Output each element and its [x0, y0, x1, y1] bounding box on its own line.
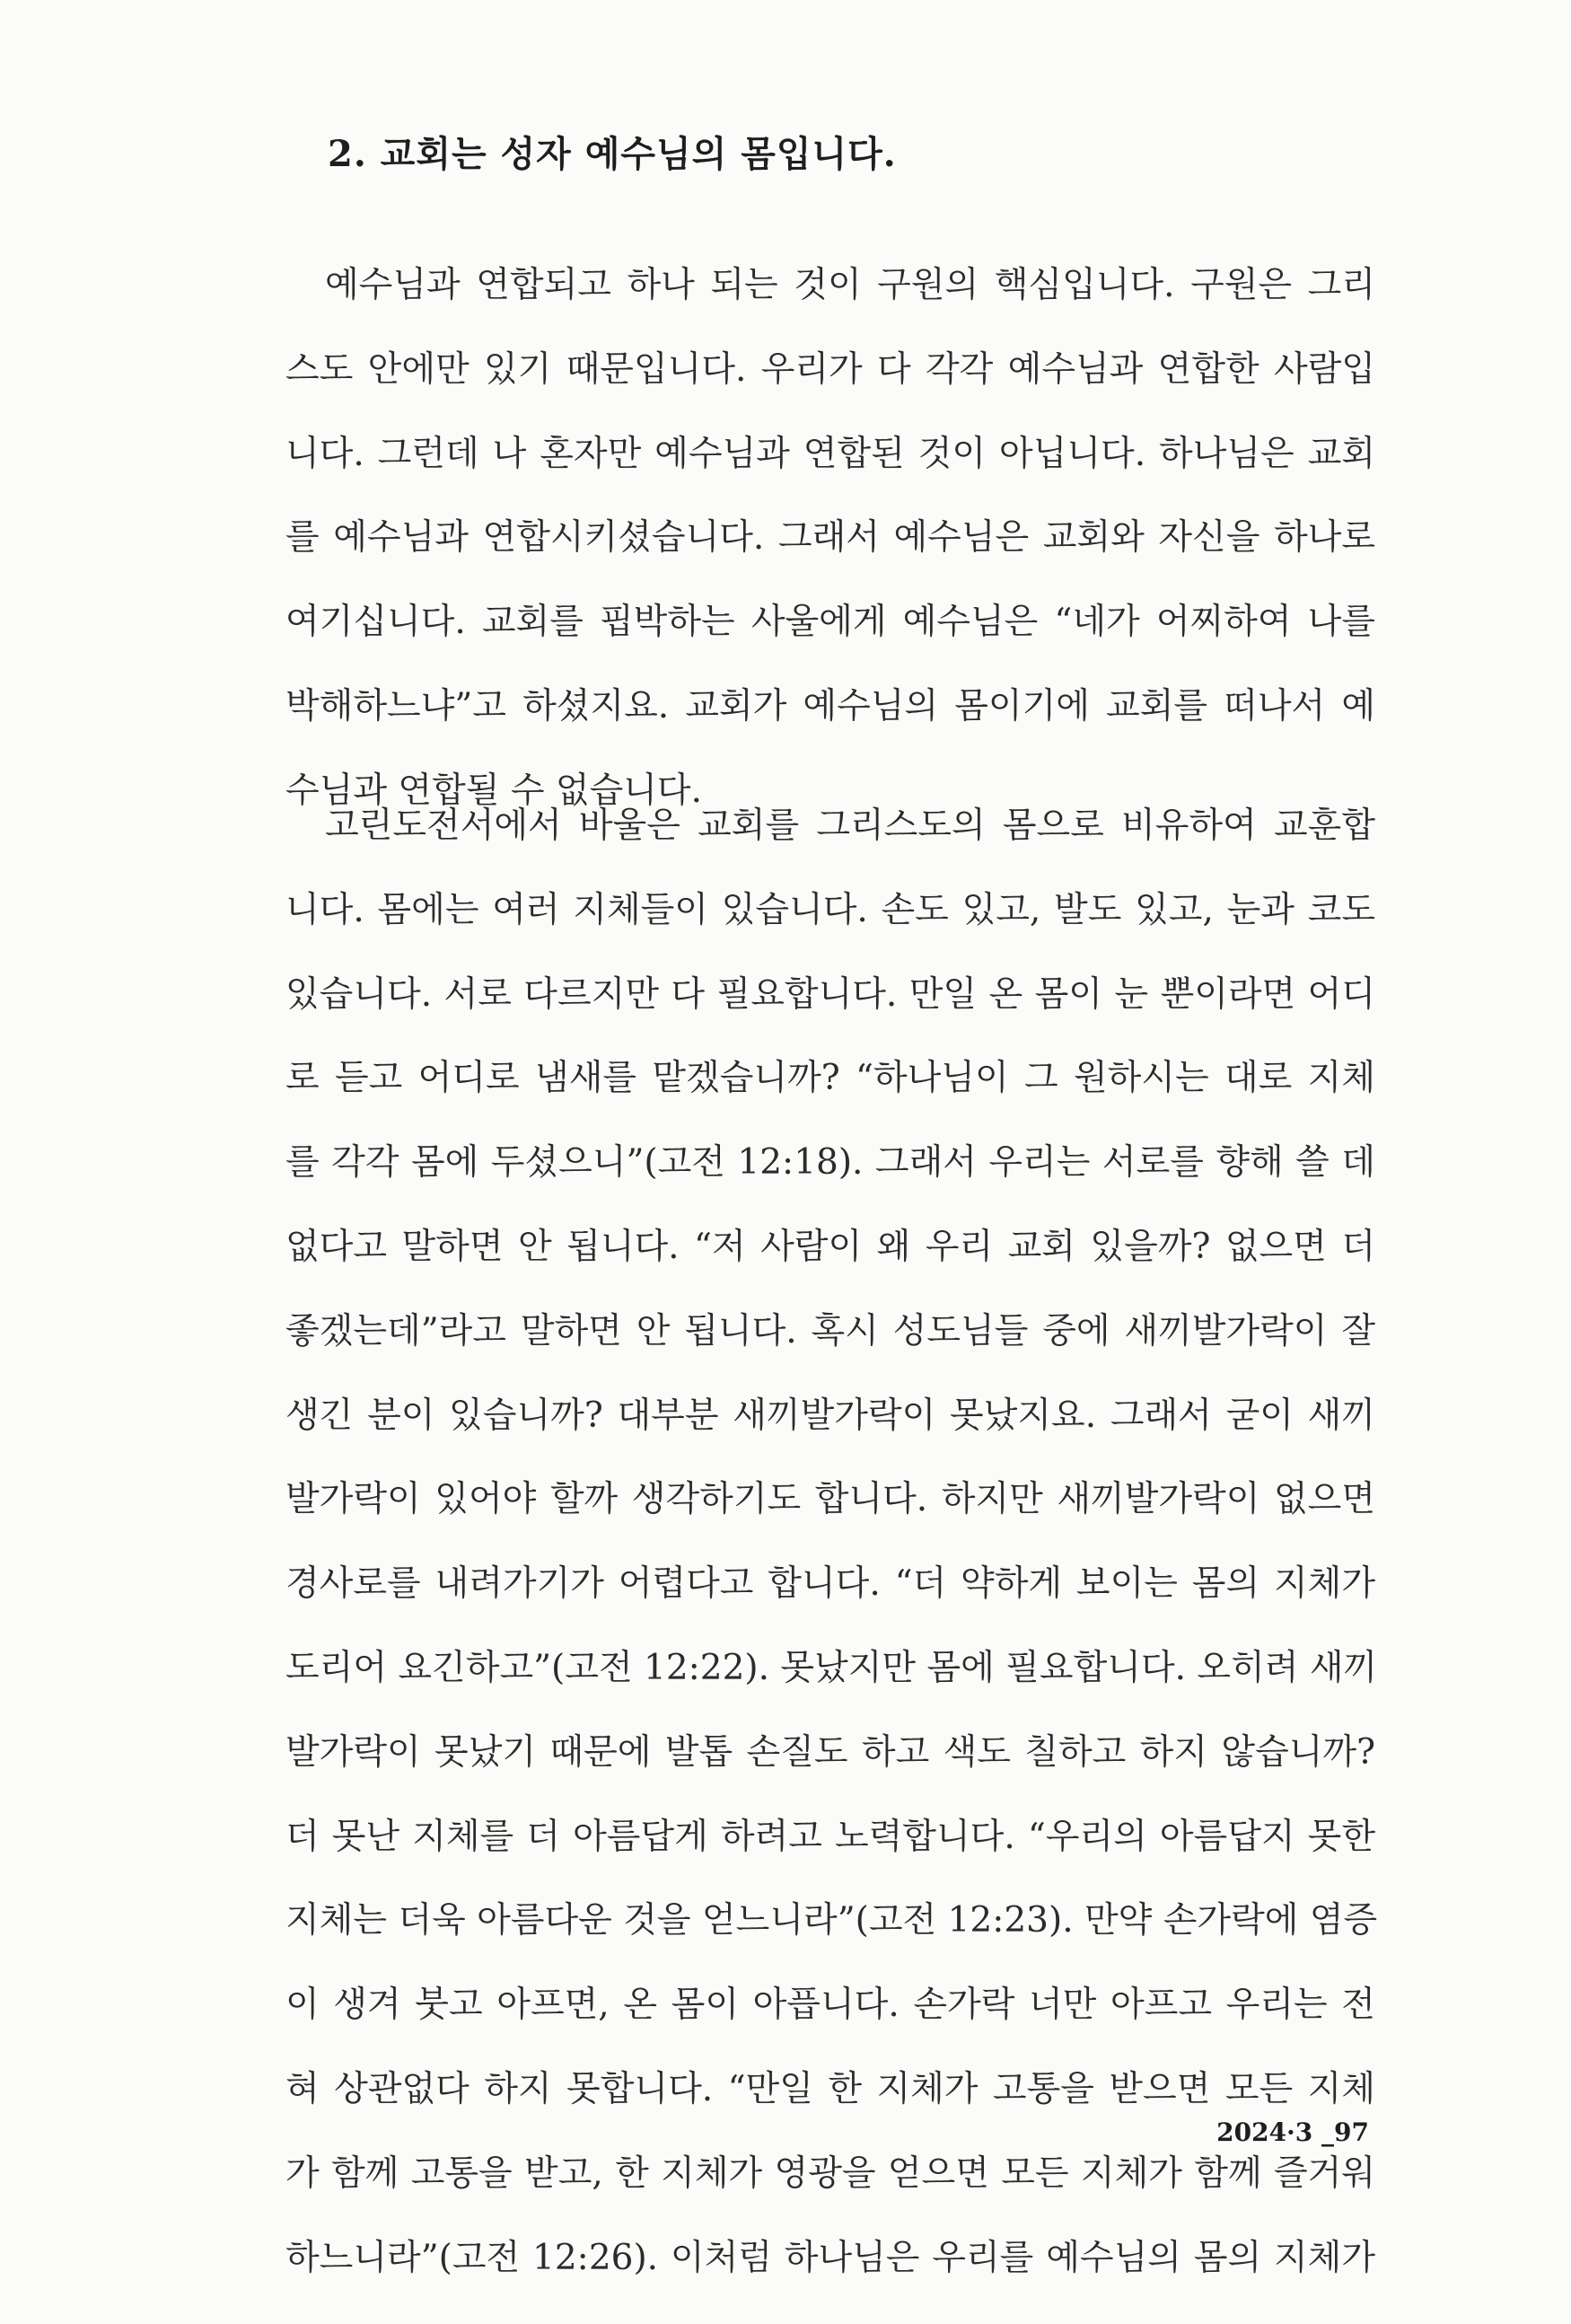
paragraph-line: 경사로를 내려가기가 어렵다고 합니다. “더 약하게 보이는 몸의 지체가 [285, 1563, 1375, 1605]
paragraph-line: 가 함께 고통을 받고, 한 지체가 영광을 얻으면 모든 지체가 함께 즐거워 [285, 2152, 1375, 2194]
paragraph-line: 니다. 몸에는 여러 지체들이 있습니다. 손도 있고, 발도 있고, 눈과 코도 [285, 889, 1375, 930]
paragraph-line: 를 각각 몸에 두셨으니”(고전 12:18). 그래서 우리는 서로를 향해 쓸 데 [285, 1142, 1375, 1184]
paragraph-line: 니다. 그런데 나 혼자만 예수님과 연합된 것이 아닙니다. 하나님은 교회 [285, 433, 1375, 474]
paragraph-line: 이 생겨 붓고 아프면, 온 몸이 아픕니다. 손가락 너만 아프고 우리는 전 [285, 1985, 1375, 2026]
paragraph-line: 고린도전서에서 바울은 교회를 그리스도의 몸으로 비유하여 교훈합 [325, 805, 1375, 846]
paragraph-line: 하느니라”(고전 12:26). 이처럼 하나님은 우리를 예수님의 몸의 지체가 [285, 2237, 1375, 2278]
paragraph-line: 좋겠는데”라고 말하면 안 됩니다. 혹시 성도님들 중에 새끼발가락이 잘 [285, 1310, 1375, 1351]
paragraph-line: 있습니다. 서로 다르지만 다 필요합니다. 만일 온 몸이 눈 뿐이라면 어디 [285, 973, 1375, 1015]
paragraph-line: 박해하느냐”고 하셨지요. 교회가 예수님의 몸이기에 교회를 떠나서 예 [285, 685, 1375, 726]
paragraph-line: 를 예수님과 연합시키셨습니다. 그래서 예수님은 교회와 자신을 하나로 [285, 517, 1375, 559]
page-footer: 2024·3 _97 [1216, 2117, 1369, 2147]
paragraph-line: 없다고 말하면 안 됩니다. “저 사람이 왜 우리 교회 있을까? 없으면 더 [285, 1226, 1375, 1267]
paragraph-line: 지체는 더욱 아름다운 것을 얻느니라”(고전 12:23). 만약 손가락에 염증 [285, 1900, 1378, 1941]
paragraph-line: 생긴 분이 있습니까? 대부분 새끼발가락이 못났지요. 그래서 굳이 새끼 [285, 1395, 1375, 1436]
paragraph-line: 발가락이 있어야 할까 생각하기도 합니다. 하지만 새끼발가락이 없으면 [285, 1479, 1375, 1520]
paragraph-line: 로 듣고 어디로 냄새를 맡겠습니까? “하나님이 그 원하시는 대로 지체 [285, 1058, 1375, 1099]
section-heading: 2. 교회는 성자 예수님의 몸입니다. [328, 133, 897, 175]
paragraph-line: 여기십니다. 교회를 핍박하는 사울에게 예수님은 “네가 어찌하여 나를 [285, 602, 1375, 643]
paragraph-1 [285, 265, 1375, 858]
paragraph-line: 도리어 요긴하고”(고전 12:22). 못났지만 몸에 필요합니다. 오히려 새끼 [285, 1647, 1378, 1688]
paragraph-line: 스도 안에만 있기 때문입니다. 우리가 다 각각 예수님과 연합한 사람입 [285, 348, 1375, 390]
paragraph-2 [285, 805, 1378, 2324]
paragraph-line: 발가락이 못났기 때문에 발톱 손질도 하고 색도 칠하고 하지 않습니까? [285, 1731, 1375, 1773]
paragraph-line: 더 못난 지체를 더 아름답게 하려고 노력합니다. “우리의 아름답지 못한 [285, 1816, 1375, 1857]
paragraph-line: 예수님과 연합되고 하나 되는 것이 구원의 핵심입니다. 구원은 그리 [325, 265, 1375, 305]
paragraph-line: 혀 상관없다 하지 못합니다. “만일 한 지체가 고통을 받으면 모든 지체 [285, 2068, 1375, 2109]
paragraph-line: 수님과 연합될 수 없습니다. [285, 770, 703, 811]
